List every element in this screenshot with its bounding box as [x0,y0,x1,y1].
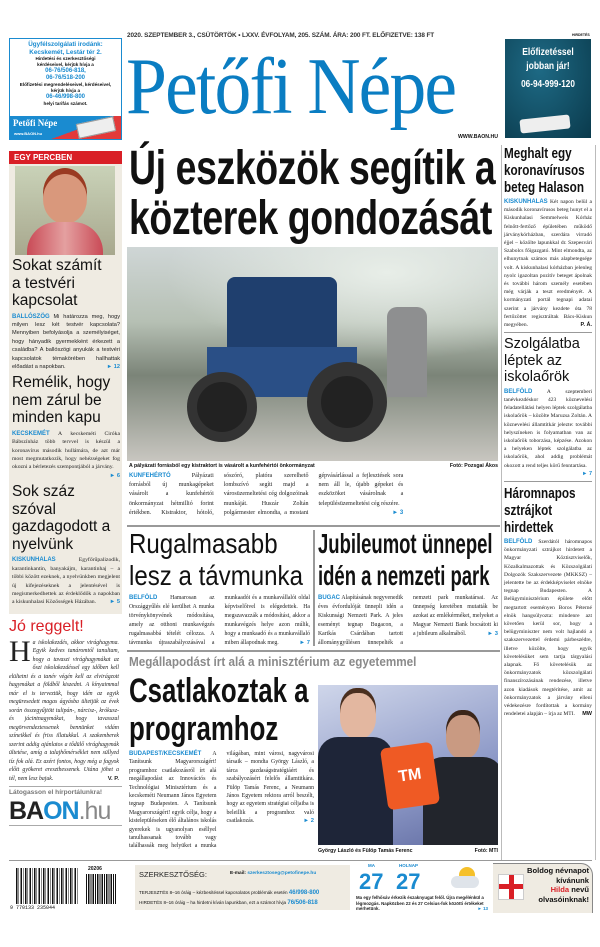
tractor-illustration [187,277,387,447]
gift-icon [498,874,524,900]
story-brief[interactable] [12,257,120,371]
page-ref[interactable]: ► 12 [106,363,120,370]
story-body [12,556,120,606]
story-body [504,198,592,329]
baon-logo-part: BA [9,797,44,825]
story-text: Két napon belül a második koronavírusos beteg hunyt el a Kiskunhalasi Semmelweis Kórház felnőtt-fertőző épületében működő járványkórházban, szerdára virradó éjjel – közölte lapunkkal dr. Szepesvári Szabolcs főigazgató. Mint elmondta, az elhunytnak számos más alapbetegsége volt. A kiskunhalasi kórházban jelenleg nyolc igazoltan pozitív beteget ápolnak és további három személy esetében még várják a teszt eredményét. A kormányzati portál tegnapi adatai szerint a járvány kezdete óta 78 fertőzöttet regisztráltak Bács-Kiskun megyében. [504,199,592,329]
story-brief[interactable] [12,483,120,606]
story-kicker: BELFÖLD [504,388,533,395]
section-label: EGY PERCBEN [9,151,122,164]
column-text: a iskolakezdés, akkor virághagyma. Egyik kedves tanáromtól tanultam, hogy a tavaszi virághagymákat az őszi iskolakezdéssel egy időben kell elültetni és a tanév végén kell az elvirágzott hagymákat a földből kiszedni. A kínyaimmal már el is terveztük, hogy idén az egyik megüresedett magas ágyásba ültetjük az évek során összegyűjtött tulipán-, nárcisz-, krókusz- és jácintnagymákat, hogy tavasszal megörvendeztessenek bennünket vidám színeikkel és friss illatukkal. A szakemberek szerint addig ajánlatos a tődülő virághagymák ültetése, amíg a talajhőmérséklet nem süllyed tíz fok alá. Ez azért fontos, hogy még a fagyok előtt gyökeret ereszthessenek. Utána jöhet a tél, nem lesz bajuk. [9,639,119,782]
photo-credit: Fotó: MTI [474,848,498,854]
email-link[interactable]: szerkesztoseg@petofinepe.hu [247,871,317,876]
story-brief[interactable] [504,332,592,478]
newspaper-icon [519,114,570,133]
left-ad-url: www.BAON.hu [14,131,43,136]
weather-text [356,895,488,912]
distribution-phone[interactable]: 46/998-800 [288,890,320,896]
left-briefs [12,257,120,607]
story-text: A Tanítsunk Magyarországért! programhoz csatlakozásról írt alá megállapodást az Innovációs és Technológiai Minisztérium és a kecskeméti Neumann János Egyetem tegnap Budapesten. A Tanítsunk Magyarországért! egyik célja, hogy a kistelepüléseken élő általános iskolás gyerekek is ugyanolyan eséllyel tanulhassanak tovább vagy találhassák meg helyüket a munka világában, mint városi, nagyvárosi társaik – mondta György László, a tárca gazdaságstratégiáért és szabályozásért felelős államtitkára. Fülöp Tamás Ferenc, a Neumann János Egyetem rektora arról beszélt, hogy az egyetem stratégiai céljaiba is beleillik a programhoz való csatlakozás. [129,751,314,850]
author-signature: P. Á. [580,322,592,329]
story-text: Alapításának negyvenedik éves évfordulóját ünnepli idén a Kiskunsági Nemzeti Park. A jeles eseményt tegnap Bugacon, a Karikás Csárdában tartott állománygyűlésen ünnepelték a nemzeti park munkatársai. Az ünnepség keretében mutatták be azokat az emlékérméket, melyeket a Magyar Nemzeti Bank bocsátott ki a jubileum alkalmából. [318,595,498,646]
distribution-text: TERJESZTÉS 8–16 óráig – kézbesítéssel kapcsolatos problémák esetén [139,890,288,895]
divider [313,530,315,646]
story-kicker: KISKUNHALAS [12,557,56,564]
baon-logo-part: ON [43,797,79,825]
editorial-box [135,865,350,910]
story-text: A kecskeméti Ciróka Bábszínház több tervvel is készül a koronavírus második hullámára, de azt már most megmutatkozik, hogy nehézségeket fog okozni a bérletezés szempontjából a járvány. [12,430,120,471]
photo-caption: György László és Fülöp Tamás Ferenc [318,848,413,854]
divider [9,860,592,861]
left-ad-logo: Petőfi Népe [13,118,58,128]
weather-today-temp: 27 [359,869,384,894]
nameday-text: nevű [571,885,589,895]
page-ref[interactable]: ► 7 [299,640,310,646]
story-body [129,594,310,648]
story-text: Hamarosan az Országgyűlés elé kerülhet A munka törvénykönyvének módosítása, amely az otthoni munkavégzés rugalmasabbá tételét célozza. A távmunka újraszabályozásával a munkaadói és a munkavállalói oldal képviselőivel is elégedettek. Ha megszavazzák a módosítást, akkor a munkavégzés helye azon múlik, hogy a munkaadó és a munkavállaló miben állapodnak meg. [129,595,310,646]
story-title[interactable]: Szolgálatba léptek az iskolaőrök [504,336,580,386]
story-body [318,594,498,648]
divider [127,650,500,652]
partly-cloudy-icon [451,867,481,889]
barcode [16,868,78,904]
right-ad-line: Előfizetéssel [522,47,574,58]
left-ad-banner [10,116,121,139]
left-ad-text: Előfizetési megrendeléseivel, kérdéseivel, kérjük hívja a [19,82,112,93]
left-ad-title2: Kecskemét, Lestár tér 2. [29,48,102,56]
story-headline[interactable]: Rugalmasabb lesz a távmunka [129,528,304,591]
nameday-line: olvasóinknak! [538,894,589,904]
story-headline[interactable]: Csatlakoztak a programhoz [129,672,309,748]
right-ad-phone: 06-94-999-120 [521,79,575,90]
column-body [9,634,122,784]
divider [127,525,500,527]
email-line [230,871,316,877]
left-ad-title1: Ügyfélszolgálati irodánk: [28,41,103,48]
ceremony-photo [318,685,498,845]
story-text: Szerdától háromnapos önkormányzati sztrájkot hirdetett a Magyar Köztisztviselők, Közalkalmazottak és Közszolgálati Dolgozók Szakszervezete (MKKSZ) – jelentette be az érdekképviselet elnöke tegnap Budapesten. A Belügyminisztérium épülete előtt megtartott eseményen Boros Péterné elnök hangsúlyozta: mindenre azt követően kerül sor, hogy a belügyminiszter nem volt hajlandó a szakszervezettel érdemi párbeszédre, illetve közölte, hogy egyik követelésüket sem tartja tárgyalási alapnak. Fő követelésük az önkormányzatok közszolgálati finanszírozásának rendezése, illetve azon kiadások megtérítése, amit az önkormányzatok a járvány elleni védekezésre fordítottak a kormány rendeletei alapján – írja az MTI. [504,538,592,718]
baon-logo-part: .hu [78,797,111,825]
weather-box [356,863,492,913]
page-ref[interactable]: ► 2 [303,818,314,825]
divider [595,145,596,860]
story-text: A szeptemberi tanévkezdéskor 423 köznevelési feladatellátási helyen léptek szolgálatba iskolaőrök – közölte Maruzsa Zoltán. A köznevelési államtitkár jelezte: további helyszíneken is folyamatban van az iskolaőrök toborzása, képzése. Azokon a helyeken léptek szolgálatba az iskolaőrök, ahol addig problémát okozott a rend teljes körű fenntartása. [504,388,592,469]
masthead[interactable]: Petőfi Népe [126,43,456,131]
nameday-line: Boldog névnapot [526,866,589,875]
barcode-addon [86,874,116,904]
dateline: 2020. SZEPTEMBER 3., CSÜTÖRTÖK • LXXV. ÉVFOLYAM, 205. SZÁM. ÁRA: 200 FT. ELŐFIZETVE: 138 FT [127,32,435,39]
story-kicker: BUGAC [318,595,340,601]
story-kicker: BELFÖLD [129,595,158,601]
left-ad-text: helyi tarifás számot. [43,101,88,106]
photo-caption: A pályázati forrásból egy kistraktort is vásárolt a kunfehértói önkormányzat [129,463,315,469]
baon-logo[interactable] [9,797,122,825]
column-title: Jó reggelt! [9,618,84,635]
story-title[interactable]: Háromnapos sztrájkot hirdettek [504,484,576,536]
email-label: E-mail: [230,871,246,876]
page-ref[interactable]: ► 5 [109,599,120,606]
divider [501,145,502,860]
right-ad-line: jobban jár! [526,61,570,72]
left-ad-phone: 06-76/506-818, [45,68,86,74]
overline: Megállapodást írt alá a minisztérium az egyetemmel [129,654,417,669]
bag-logo: TM [397,765,423,786]
left-ad-text: Hirdetési és szerkesztőségi kérdéseivel, kérjük hívja a [35,56,96,67]
story-text: Egyfőrűpalizodik, karantinkantin, banyakájm, karantinhaj – a többi között ezeknek, a nyelvünkben megjelent új kifejezéseknek a jelentésével is megismerkedhettek az érdeklődők a napokban a kiskunhalasi Közösségek Házában. [12,557,120,606]
story-text: Pályázati forrásból új munkagépeket vásárolt a kunfehértói önkormányzat hétmillió forint értékben. Kistraktor, hótoló, sószóró, platóra szerelhető lombszívó segíti majd a városüzemeltetési cég dolgozóinak munkáját. Huszár Zoltán polgármester elmondta, a mostani gépvásárlással a fejlesztések sora nem áll le, újabb gépeket és eszközöket vásárolnak a településüzemeltetési cég részére. [129,473,404,516]
story-brief[interactable] [504,481,592,718]
weather-today-label: MA [368,863,375,868]
right-briefs [504,145,592,718]
distribution-line [139,889,319,897]
portrait-photo [15,166,115,255]
weather-forecast: Ma egy felhősáv érkezik északnyugat felől. Újra megélénkül a légmozgás. Napközben 22 és 27 Celsius-fok közötti értékeket mérhetünk. [356,895,484,912]
story-kicker: KISKUNHALAS [504,199,548,205]
lead-headline[interactable]: Új eszközök segítik a közterek gondozását [129,142,496,245]
ad-line [139,899,318,907]
story-kicker: BUDAPEST/KECSKEMÉT [129,751,202,757]
story-title[interactable]: Sokat számít a testvéri kapcsolat [12,257,102,309]
right-ad[interactable] [505,39,591,138]
left-ad-phone: 06-76/518-200 [45,75,86,81]
bag-illustration [380,742,440,811]
page-ref[interactable]: ► 6 [109,472,120,479]
story-brief[interactable] [12,374,120,480]
newspaper-icon [76,116,116,139]
lead-body [129,472,498,522]
weather-tomorrow-label: HOLNAP [399,863,418,868]
story-kicker: KECSKEMÉT [12,430,50,437]
nameday-box [493,863,593,913]
page-ref[interactable]: ► 13 [477,906,488,912]
column-box [9,618,122,826]
divider [9,786,122,787]
story-kicker: KUNFEHÉRTÓ [129,473,171,479]
ad-text: HIRDETÉS 8–16 óráig – ha hirdetni kíván lapunkban, ezt a számot hívja [139,900,287,905]
page-ref[interactable]: ► 3 [487,631,498,637]
right-ad-label: HIRDETÉS [572,33,590,37]
page-ref[interactable]: ► 3 [392,509,404,516]
lead-photo [127,247,498,461]
story-body [504,538,592,718]
ad-phone[interactable]: 76/506-818 [287,900,318,906]
nameday-line: kívánunk [556,875,589,885]
story-body [129,750,314,859]
author-signature: MW [582,711,592,718]
weather-tomorrow-temp: 27 [396,869,421,894]
dropcap: H [9,634,31,668]
story-headline[interactable]: Jubileumot ünnepel idén a nemzeti park [318,528,493,591]
story-title[interactable]: Meghalt egy koronavírusos beteg Halason [504,145,585,196]
story-title[interactable]: Remélik, hogy nem zárul be minden kapu [12,374,111,427]
left-ad[interactable] [9,38,122,140]
story-body [12,430,120,479]
left-ad-phone: 06-46/998-800 [45,94,86,100]
nameday-name: Hilda [550,885,570,895]
story-body [504,388,592,477]
website-link[interactable]: WWW.BAON.HU [457,134,498,140]
editorial-label: SZERKESZTŐSÉG: [139,870,207,879]
portal-promo: Látogasson el hírportálunkra! [9,789,103,796]
story-kicker: BELFÖLD [504,538,533,545]
photo-credit: Fotó: Pozsgai Ákos [449,463,498,469]
barcode-number: 9 770133 235044 [10,905,56,911]
story-kicker: BALLÓSZÖG [12,313,50,320]
divider [9,825,122,826]
page-ref[interactable]: ► 7 [581,470,592,477]
column-signature: V. P. [107,775,119,782]
barcode-addon-number: 20206 [88,866,102,872]
story-body [12,313,120,372]
story-title[interactable]: Sok száz szóval gazdagodott a nyelvünk [12,483,111,553]
story-brief[interactable] [504,145,592,329]
story-text: Mi határozza meg, hogy milyen lesz két testvér kapcsolata? Mennyiben befolyásolja a személyiséget, hogy hányadik gyermekként érkezett a családba? A ballószögi anyukák a testvéri kapcsolatok témakörében hallhattak előadást a napokban. [12,313,120,370]
